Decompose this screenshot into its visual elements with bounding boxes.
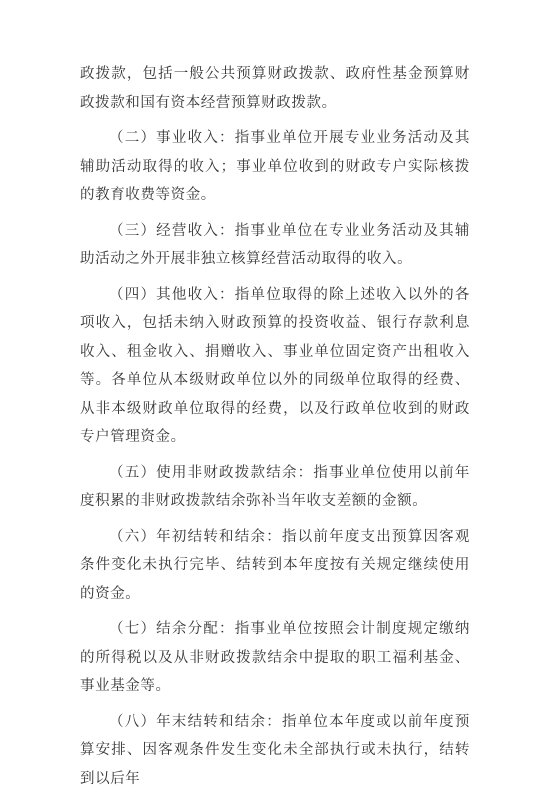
paragraph-closing-carryover: （八）年末结转和结余：指单位本年度或以前年度预算安排、因客观条件发生变化未全部执行或未执行，结转到以后年 bbox=[80, 713, 470, 787]
paragraph-other-income: （四）其他收入：指单位取得的除上述收入以外的各项收入，包括未纳入财政预算的投资收益、银行存款利息收入、租金收入、捐赠收入、事业单位固定资产出租收入等。各单位从本级财政单位以外的同级单位取得的经费、从非本级财政单位取得的经费，以及行政单位收到的财政专户管理资金。 bbox=[80, 286, 470, 445]
document-body bbox=[80, 60, 470, 800]
paragraph-operating-income: （三）经营收入：指事业单位在专业业务活动及其辅助活动之外开展非独立核算经营活动取得的收入。 bbox=[80, 222, 470, 267]
paragraph-opening-carryover: （六）年初结转和结余：指以前年度支出预算因客观条件变化未执行完毕、结转到本年度按有关规定继续使用的资金。 bbox=[80, 528, 470, 602]
paragraph-surplus-distribution: （七）结余分配：指事业单位按照会计制度规定缴纳的所得税以及从非财政拨款结余中提取的职工福利基金、事业基金等。 bbox=[80, 621, 470, 694]
paragraph-business-income: （二）事业收入：指事业单位开展专业业务活动及其辅助活动取得的收入；事业单位收到的财政专户实际核拨的教育收费等资金。 bbox=[80, 130, 470, 203]
paragraph-continuation: 政拨款，包括一般公共预算财政拨款、政府性基金预算财政拨款和国有资本经营预算财政拨款。 bbox=[80, 66, 470, 111]
paragraph-non-fiscal-surplus: （五）使用非财政拨款结余：指事业单位使用以前年度积累的非财政拨款结余弥补当年收支差额的金额。 bbox=[80, 464, 470, 509]
